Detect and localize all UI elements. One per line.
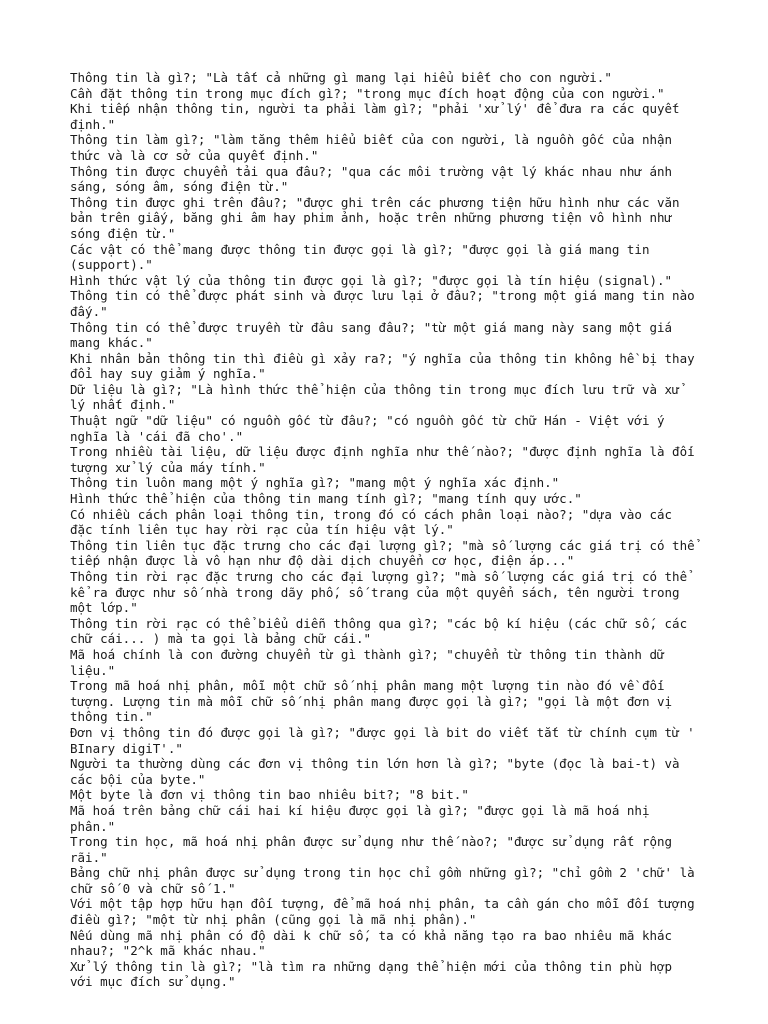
text-line: Thông tin có thể được truyền từ đâu sang đâu?; "từ một giá mang này sang một giá <box>70 319 673 335</box>
text-line: đấy." <box>70 303 108 319</box>
text-line: Thông tin được ghi trên đâu?; "được ghi trên các phương tiện hữu hình như các văn <box>70 194 680 210</box>
text-line: Người ta thường dùng các đơn vị thông tin lớn hơn là gì?; "byte (đọc là bai-t) và <box>70 756 680 772</box>
text-line: Thuật ngữ "dữ liệu" có nguồn gốc từ đâu?; "có nguồn gốc từ chữ Hán - Việt với ý <box>70 413 665 429</box>
text-line: Hình thức vật lý của thông tin được gọi là gì?; "được gọi là tín hiệu (signal)." <box>70 272 673 288</box>
text-line: tượng xử lý của máy tính." <box>70 459 266 475</box>
text-line: Các vật có thể mang được thông tin được gọi là gì?; "được gọi là giá mang tin <box>70 241 650 257</box>
text-line: Hình thức thể hiện của thông tin mang tính gì?; "mang tính quy ước." <box>70 491 582 507</box>
text-line: Một byte là đơn vị thông tin bao nhiêu bit?; "8 bit." <box>70 787 469 803</box>
text-line: Đơn vị thông tin đó được gọi là gì?; "được gọi là bit do viết tắt từ chính cụm từ ' <box>70 724 695 740</box>
text-line: Cần đặt thông tin trong mục đích gì?; "trong mục đích hoạt động của con người." <box>70 85 665 101</box>
text-line: Thông tin làm gì?; "làm tăng thêm hiểu biết của con người, là nguồn gốc của nhận <box>70 132 673 148</box>
text-line: Trong tin học, mã hoá nhị phân được sử dụng như thế nào?; "được sử dụng rất rộng <box>70 834 673 850</box>
text-line: (support)." <box>70 257 153 273</box>
text-line: tượng. Lượng tin mà mỗi chữ số nhị phân mang được gọi là gì?; "gọi là một đơn vị <box>70 693 673 709</box>
text-line: Khi tiếp nhận thông tin, người ta phải làm gì?; "phải 'xử lý' để đưa ra các quyết <box>70 101 680 117</box>
text-line: một lớp." <box>70 600 138 616</box>
text-line: bản trên giấy, băng ghi âm hay phim ảnh, hoặc trên những phương tiện vô hình như <box>70 210 673 226</box>
text-line: phân." <box>70 818 116 834</box>
text-line: BInary digiT'." <box>70 740 183 756</box>
text-line: Mã hoá trên bảng chữ cái hai kí hiệu được gọi là gì?; "được gọi là mã hoá nhị <box>70 802 650 818</box>
text-line: Thông tin rời rạc có thể biểu diễn thông qua gì?; "các bộ kí hiệu (các chữ số, các <box>70 615 688 631</box>
text-line: Dữ liệu là gì?; "Là hình thức thể hiện của thông tin trong mục đích lưu trữ và xử <box>70 381 680 397</box>
text-line: Bảng chữ nhị phân được sử dụng trong tin học chỉ gồm những gì?; "chỉ gồm 2 'chữ' là <box>70 865 695 881</box>
text-line: chữ số 0 và chữ số 1." <box>70 880 236 896</box>
text-line: nghĩa là 'cái đã cho'." <box>70 428 244 444</box>
text-line: điều gì?; "một từ nhị phân (cũng gọi là mã nhị phân)." <box>70 912 477 928</box>
text-line: sáng, sóng âm, sóng điện từ." <box>70 179 289 195</box>
text-line: rãi." <box>70 849 108 865</box>
text-line: Thông tin luôn mang một ý nghĩa gì?; "mang một ý nghĩa xác định." <box>70 475 560 491</box>
text-line: thức và là cơ sở của quyết định." <box>70 147 319 163</box>
text-line: sóng điện từ." <box>70 225 176 241</box>
text-line: Trong nhiều tài liệu, dữ liệu được định nghĩa như thế nào?; "được định nghĩa là đối <box>70 444 695 460</box>
text-line: thông tin." <box>70 709 153 725</box>
text-line: Với một tập hợp hữu hạn đối tượng, để mã hoá nhị phân, ta cần gán cho mỗi đối tượng <box>70 896 695 912</box>
text-line: mang khác." <box>70 335 153 351</box>
text-line: các bội của byte." <box>70 771 206 787</box>
text-line: lý nhất định." <box>70 397 176 413</box>
text-line: Có nhiều cách phân loại thông tin, trong đó có cách phân loại nào?; "dựa vào các <box>70 506 673 522</box>
text-line: Mã hoá chính là con đường chuyển từ gì thành gì?; "chuyển từ thông tin thành dữ <box>70 646 665 662</box>
text-line: Thông tin liên tục đặc trưng cho các đại lượng gì?; "mà số lượng các giá trị có thể <box>70 537 695 553</box>
document-page <box>70 70 710 990</box>
text-line: Khi nhân bản thông tin thì điều gì xảy ra?; "ý nghĩa của thông tin không hề bị thay <box>70 350 695 366</box>
text-line: nhau?; "2^k mã khác nhau." <box>70 943 266 959</box>
text-line: đổi hay suy giảm ý nghĩa." <box>70 366 266 382</box>
text-line: đặc tính liên tục hay rời rạc của tín hiệu vật lý." <box>70 522 454 538</box>
text-line: liệu." <box>70 662 116 678</box>
text-line: Xử lý thông tin là gì?; "là tìm ra những dạng thể hiện mới của thông tin phù hợp <box>70 958 673 974</box>
text-line: Thông tin có thể được phát sinh và được lưu lại ở đâu?; "trong một giá mang tin nào <box>70 288 695 304</box>
text-line: với mục đích sử dụng." <box>70 974 236 990</box>
text-line: kể ra được như số nhà trong dãy phố, số trang của một quyển sách, tên người trong <box>70 584 680 600</box>
text-line: Thông tin là gì?; "Là tất cả những gì mang lại hiểu biết cho con người." <box>70 70 612 85</box>
text-line: Trong mã hoá nhị phân, mỗi một chữ số nhị phân mang một lượng tin nào đó về đối <box>70 678 665 694</box>
text-line: định." <box>70 116 116 132</box>
text-line: Thông tin rời rạc đặc trưng cho các đại lượng gì?; "mà số lượng các giá trị có thể <box>70 569 688 584</box>
text-line: Thông tin được chuyển tải qua đâu?; "qua các môi trường vật lý khác nhau như ánh <box>70 163 673 179</box>
text-line: chữ cái... ) mà ta gọi là bảng chữ cái." <box>70 631 372 647</box>
text-line: Nếu dùng mã nhị phân có độ dài k chữ số, ta có khả năng tạo ra bao nhiêu mã khác <box>70 927 673 943</box>
text-line: tiếp nhận được là vô hạn như độ dài dịch chuyển cơ học, điện áp..." <box>70 553 575 569</box>
